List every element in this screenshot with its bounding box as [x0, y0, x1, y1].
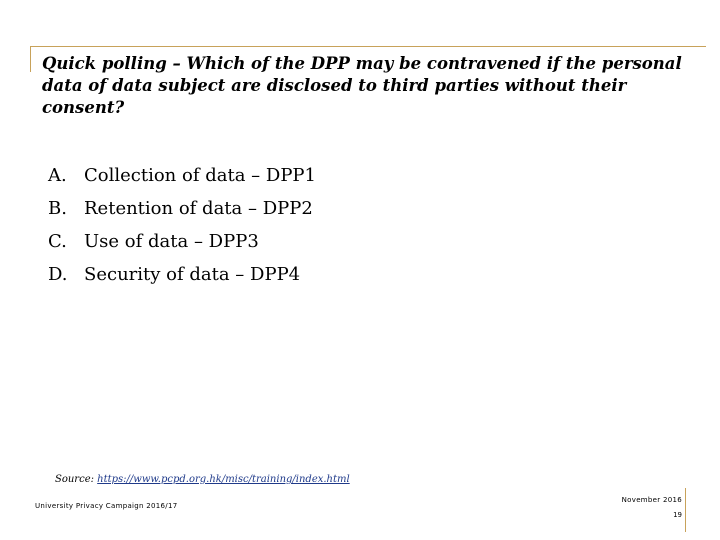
option-letter: B. [48, 198, 67, 219]
answer-options [48, 162, 648, 294]
left-accent-line [30, 46, 31, 72]
option-text: Retention of data – DPP2 [84, 198, 313, 219]
option-b [48, 195, 648, 228]
poll-question: Quick polling – Which of the DPP may be contravened if the personal data of data subject are disclosed to third parties without their consent? [42, 54, 682, 117]
option-text: Collection of data – DPP1 [84, 165, 316, 186]
source-label: Source: [55, 474, 98, 485]
source-citation [55, 474, 350, 485]
option-text: Security of data – DPP4 [84, 264, 301, 285]
option-text: Use of data – DPP3 [84, 231, 259, 252]
footer-date: November 2016 [621, 496, 682, 504]
footer-divider [685, 488, 686, 532]
footer-campaign: University Privacy Campaign 2016/17 [35, 502, 178, 510]
option-c [48, 228, 648, 261]
page-number: 19 [673, 511, 682, 519]
option-d [48, 261, 648, 294]
top-divider [30, 46, 706, 47]
option-letter: C. [48, 231, 67, 252]
option-letter: A. [48, 165, 67, 186]
option-a [48, 162, 648, 195]
option-letter: D. [48, 264, 68, 285]
source-link[interactable]: https://www.pcpd.org.hk/misc/training/index.html [97, 474, 350, 485]
